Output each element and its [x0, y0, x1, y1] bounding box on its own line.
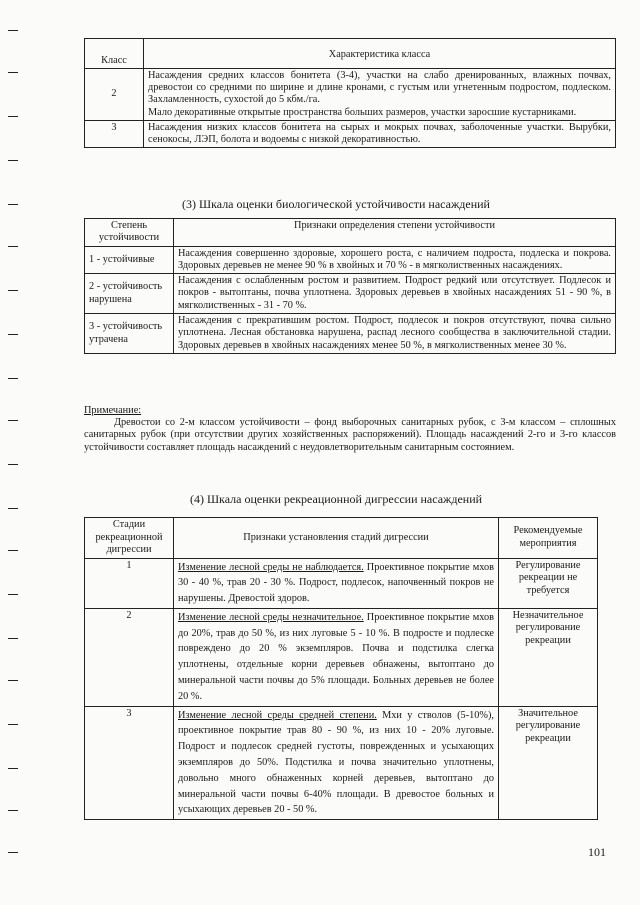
- characteristic-text: Мало декоративные открытые пространства больших размеров, участки заросшие кустарниками.: [148, 106, 577, 118]
- biological-stability-table: [84, 218, 616, 354]
- table-header-row: [85, 39, 616, 69]
- measure-cell: Незначительное регулирование рекреации: [499, 608, 598, 706]
- signs-cell: [174, 558, 499, 608]
- table-row: [85, 314, 616, 354]
- signs-cell: Насаждения с прекратившим ростом. Подрост, подлесок и покров отсутствуют, почва сильно уплотнена. Лесная обстановка нарушена, распад лесного сообщества в заключительной стадии. Здоровых деревьев в хвойных насаждениях менее 50 %, в мягколиственных менее 30 %.: [174, 314, 616, 354]
- header-degree: Степень устойчивости: [85, 219, 174, 247]
- table-row: [85, 706, 598, 820]
- table-row: [85, 246, 616, 274]
- class-cell: 3: [85, 120, 144, 147]
- binding-margin-marks: [8, 0, 20, 905]
- signs-cell: Насаждения совершенно здоровые, хорошего роста, с наличием подроста, подлеска и покрова. Здоровых деревьев не менее 90 % в хвойных и 70 % - в мягколиственных насаждениях.: [174, 246, 616, 274]
- table-header-row: [85, 518, 598, 559]
- characteristic-cell: Насаждения низких классов бонитета на сырых и мокрых почвах, заболоченные участки. Вырубки, сенокосы, ЛЭП, болота и водоемы с низкой декоративностью.: [144, 120, 616, 147]
- stage-cell: 2: [85, 608, 174, 706]
- page-number: 101: [588, 845, 606, 859]
- header-class: Класс: [85, 39, 144, 69]
- signs-lead: Изменение лесной среды средней степени.: [178, 709, 377, 721]
- header-characteristic: Характеристика класса: [144, 39, 616, 69]
- header-measures: Рекомендуемые мероприятия: [499, 518, 598, 559]
- table-header-row: [85, 219, 616, 247]
- stage-cell: 1: [85, 558, 174, 608]
- header-stage: Стадии рекреационной дигрессии: [85, 518, 174, 559]
- degree-cell: 3 - устойчивость утрачена: [85, 314, 174, 354]
- table-row: [85, 69, 616, 121]
- signs-cell: [174, 608, 499, 706]
- class-characteristics-table: [84, 38, 616, 148]
- header-signs: Признаки определения степени устойчивости: [174, 219, 616, 247]
- section-3-title: (3) Шкала оценки биологической устойчивости насаждений: [182, 197, 490, 211]
- table-row: [85, 274, 616, 314]
- signs-text: Проективное покрытие мхов до 20%, трав до 50 %, из них луговые 5 - 10 %. В подросте и подлеске повреждено до 20 % экземпляров. Почва и подстилка слегка уплотнены, отдельные корни деревьев обнажены, вытоптано до минеральной части почвы до 5% площади. Больных деревьев не более 20 %.: [178, 611, 494, 702]
- degree-cell: 1 - устойчивые: [85, 246, 174, 274]
- characteristic-text: Насаждения средних классов бонитета (3-4), участки на слабо дренированных, влажных почвах, древостои со средними по ширине и длине кронами, с густым или угнетенным подростом, подлеском. Захламленность, сухостой до 5 кбм./га.: [148, 70, 611, 106]
- characteristic-cell: [144, 69, 616, 121]
- stage-cell: 3: [85, 706, 174, 820]
- section-4-title: (4) Шкала оценки рекреационной дигрессии насаждений: [189, 492, 483, 506]
- note-title: Примечание:: [84, 405, 142, 416]
- signs-lead: Изменение лесной среды незначительное.: [178, 611, 364, 623]
- signs-cell: Насаждения с ослабленным ростом и развитием. Подрост редкий или отсутствует. Подлесок и покров - вытоптаны, почва уплотнена. Здоровых деревьев в хвойных насаждениях 51 - 90 %, в мягколиственных - 31 - 70 %.: [174, 274, 616, 314]
- note-text: Древостои со 2-м классом устойчивости – фонд выборочных санитарных рубок, с 3-м классом – сплошных санитарных рубок (при отсутствии других хозяйственных распоряжений). Площадь насаждений 2-го и 3-го классов устойчивости составляет площадь насаждений с неудовлетворительным санитарным состоянием.: [84, 417, 616, 453]
- signs-cell: [174, 706, 499, 820]
- table-row: [85, 558, 598, 608]
- recreational-digression-table: [84, 517, 598, 820]
- class-cell: 2: [85, 69, 144, 121]
- measure-cell: Значительное регулирование рекреации: [499, 706, 598, 820]
- signs-text: Проективное покрытие мхов 30 - 40 %, трав 20 - 30 %. Подрост, подлесок, напочвенный покров не нарушены. Древостой здоров.: [178, 561, 494, 605]
- table-row: [85, 120, 616, 147]
- degree-cell: 2 - устойчивость нарушена: [85, 274, 174, 314]
- table-row: [85, 608, 598, 706]
- measure-cell: Регулирование рекреации не требуется: [499, 558, 598, 608]
- signs-lead: Изменение лесной среды не наблюдается.: [178, 561, 364, 573]
- header-signs: Признаки установления стадий дигрессии: [174, 518, 499, 559]
- signs-text: Мхи у стволов (5-10%), проективное покрытие трав 80 - 90 %, из них 10 - 20% луговые. Подрост и подлесок средней густоты, поврежденных и усыхающих экземпляров до 50%. Подстилка и почва значительно уплотнены, довольно много обнаженных корней деревьев, вытоптано до минеральной части почвы 6-40% площади. В древостое больных и усыхающих деревьев 20 - 50 %.: [178, 709, 494, 816]
